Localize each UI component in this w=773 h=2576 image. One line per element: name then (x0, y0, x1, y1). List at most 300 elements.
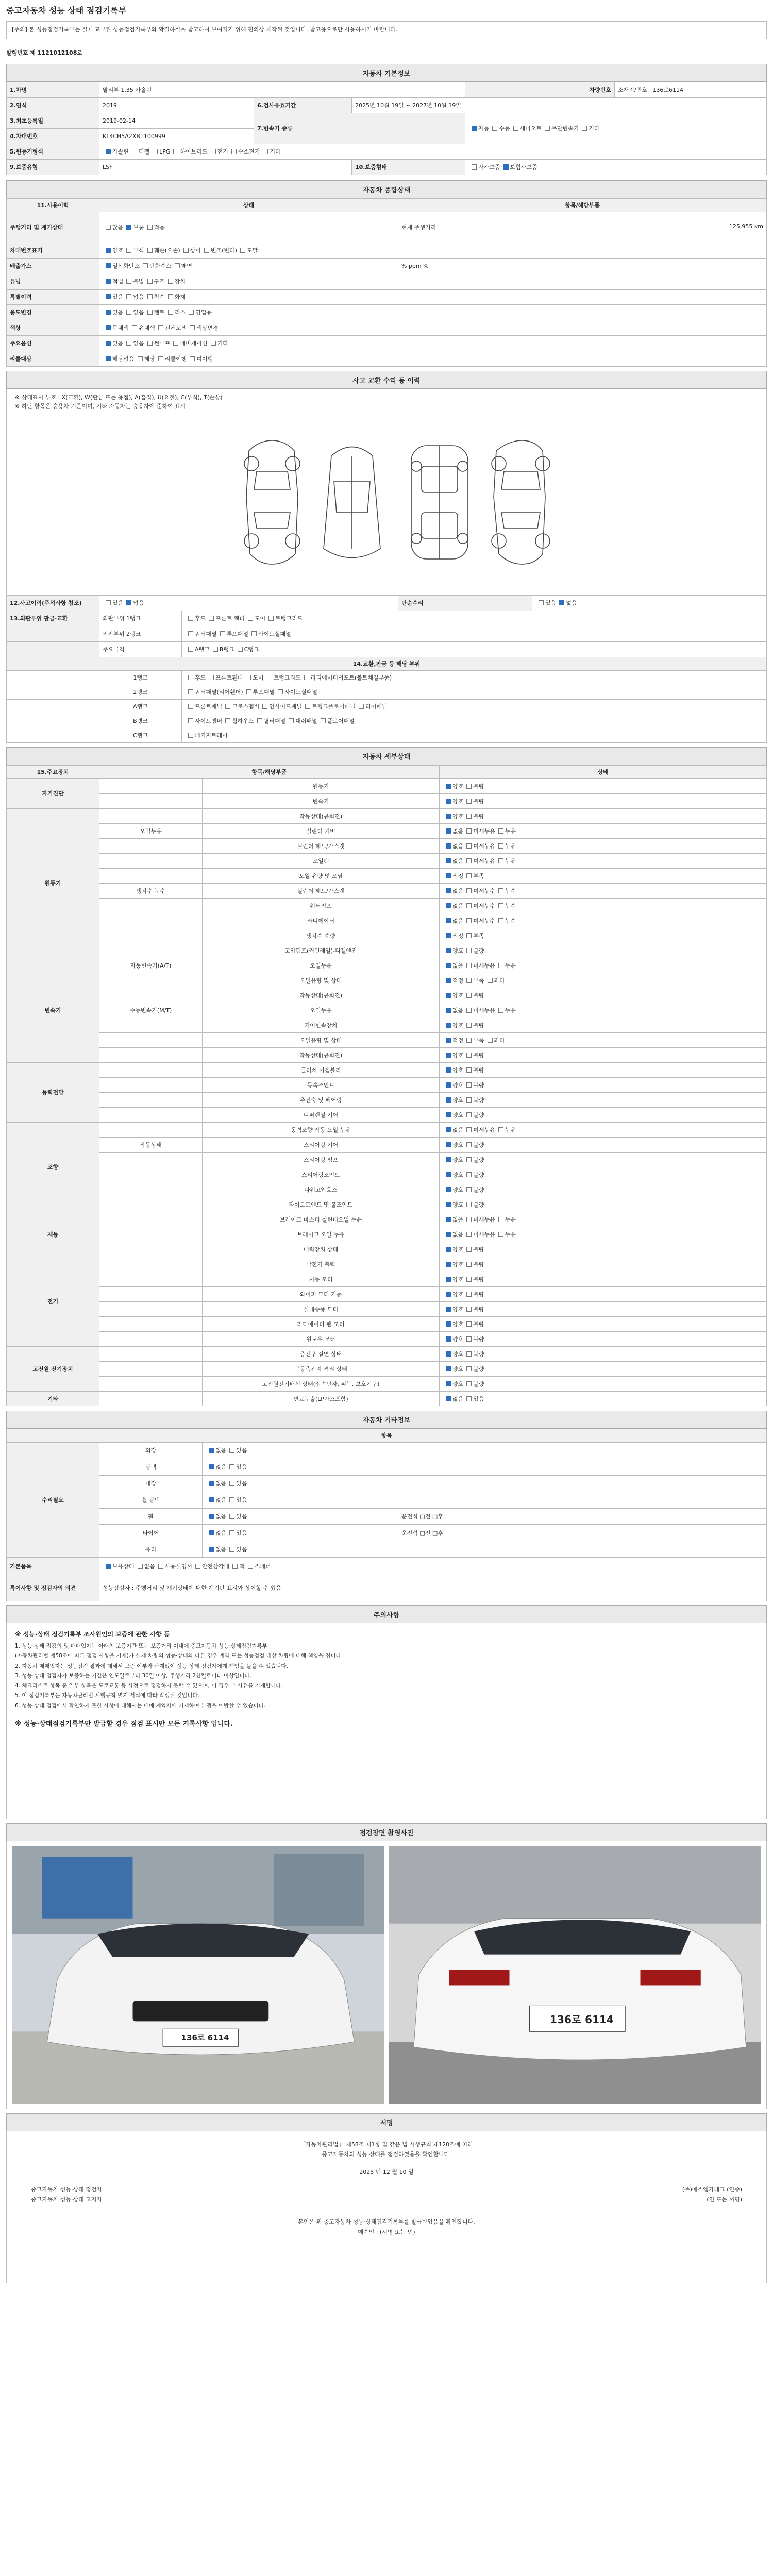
checkbox-option: 미세누유 (463, 858, 495, 865)
checkbox-icon (466, 963, 472, 968)
checkbox-icon (229, 1448, 234, 1453)
checkbox-option: 트렁크리드 (264, 674, 301, 681)
checkbox-option: 매연 (172, 263, 192, 269)
checkbox-option: 보유상태 (103, 1563, 135, 1570)
checkbox-option: 렌트 (144, 309, 165, 316)
checkbox-option: 누유 (495, 1231, 516, 1238)
checkbox-icon (498, 1232, 503, 1237)
checkbox-icon (498, 888, 503, 893)
checkbox-option: 없음 (556, 600, 577, 606)
table-row: 냉각수 수량 적정 부족 (7, 928, 767, 943)
notice-box: [주의] 본 성능점검기록부는 실제 교부된 성능점검기록부와 확결하실을 참고하여 보여지기 위해 편의상 재작된 것입니다. 참고용으로만 사용하시기 바랍니다. (6, 21, 767, 39)
checkbox-option: 불법 (123, 278, 144, 285)
checkbox-option: 없음 (443, 828, 463, 835)
checkbox-icon (229, 1464, 234, 1469)
checkbox-icon (106, 263, 111, 268)
section-basic-title: 자동차 기본정보 (6, 64, 767, 82)
checkbox-icon (466, 888, 472, 893)
checkbox-icon (446, 828, 451, 834)
checkbox-icon (466, 1381, 472, 1386)
checkbox-icon (498, 1217, 503, 1222)
checkbox-icon (503, 164, 509, 170)
checkbox-icon (498, 1127, 503, 1132)
checkbox-icon (106, 279, 111, 284)
checkbox-icon (183, 248, 189, 253)
table-row: 기타 연료누출(LP가스포함) 없음 있음 (7, 1391, 767, 1406)
checkbox-option: 적음 (144, 224, 165, 231)
checkbox-option: 사이드실패널 (275, 689, 317, 696)
checkbox-icon (188, 616, 193, 621)
checkbox-option: 불량 (463, 1082, 484, 1089)
checkbox-option: 불량 (463, 1336, 484, 1343)
checkbox-icon (126, 600, 131, 605)
checkbox-icon (446, 784, 451, 789)
checkbox-icon (126, 294, 131, 299)
table-row: 수동변속기(M/T) 오일누유 없음 미세누유 누유 (7, 1003, 767, 1018)
checkbox-icon (147, 294, 153, 299)
checkbox-option: 불량 (463, 783, 484, 790)
checkbox-icon (188, 689, 193, 694)
checkbox-icon (582, 126, 587, 131)
checkbox-icon (188, 647, 193, 652)
table-row: 와이퍼 모터 기능 양호 불량 (7, 1286, 767, 1301)
checkbox-option: 리스 (165, 309, 186, 316)
checkbox-icon (246, 689, 251, 694)
section-photo-title: 점검장면 촬영사진 (6, 1823, 767, 1841)
checkbox-option: 있음 (103, 600, 123, 606)
checkbox-icon (138, 1564, 143, 1569)
checkbox-option: A랭크 (185, 646, 210, 653)
checkbox-option: 해당없음 (103, 355, 135, 362)
checkbox-icon (466, 1292, 472, 1297)
checkbox-option: 없음 (443, 962, 463, 969)
fuel-options (99, 144, 767, 159)
checkbox-icon (488, 1038, 493, 1043)
checkbox-icon (446, 1172, 451, 1177)
checkbox-icon (466, 1082, 472, 1088)
table-row: 작동상태(공회전) 양호 불량 (7, 1047, 767, 1062)
checkbox-icon (466, 1396, 472, 1401)
checkbox-option: 양호 (443, 1187, 463, 1193)
checkbox-option: 양호 (443, 1366, 463, 1372)
checkbox-option: 있음 (535, 600, 556, 606)
checkbox-icon (466, 1321, 472, 1327)
section-damage-title: 사고 교환 수리 등 이력 (6, 371, 767, 389)
checkbox-icon (190, 325, 195, 330)
checkbox-icon (498, 828, 503, 834)
checkbox-option: 불량 (463, 1172, 484, 1178)
checkbox-option: 침수 (144, 294, 165, 300)
checkbox-option: 누유 (495, 1216, 516, 1223)
checkbox-option: 양호 (443, 1022, 463, 1029)
checkbox-icon (209, 616, 214, 621)
table-row: 배력장치 상태 양호 불량 (7, 1242, 767, 1257)
checkbox-option: 누수 (495, 918, 516, 924)
checkbox-icon (168, 279, 173, 284)
table-row: 실내송풍 모터 양호 불량 (7, 1301, 767, 1316)
checkbox-option: 디젤 (129, 148, 149, 155)
checkbox-icon (188, 631, 193, 636)
checkbox-option: 불량 (463, 1306, 484, 1313)
checkbox-icon (446, 993, 451, 998)
checkbox-option: C랭크 (234, 646, 259, 653)
checkbox-icon (545, 126, 550, 131)
table-row: 오일누유 실린더 커버 없음 미세누유 누유 (7, 823, 767, 838)
checkbox-option: 불량 (463, 1246, 484, 1253)
checkbox-icon (498, 963, 503, 968)
checkbox-icon (466, 858, 472, 863)
table-row: 제동 브레이크 마스터 실린더오일 누유 없음 미세누유 누유 (7, 1212, 767, 1227)
table-row: 고전원전기배선 상태(접속단자, 피복, 보호기구) 양호 불량 (7, 1376, 767, 1391)
checkbox-option: 없음 (443, 858, 463, 865)
table-row: 워터펌프 없음 미세누수 누수 (7, 898, 767, 913)
checkbox-icon (446, 903, 451, 908)
table-row: 윈도우 모터 양호 불량 (7, 1331, 767, 1346)
checkbox-option: 없음 (443, 918, 463, 924)
checkbox-option: 미세누수 (463, 918, 495, 924)
checkbox-option: 없음 (443, 1231, 463, 1238)
checkbox-icon (240, 248, 245, 253)
table-row: A랭크 프론트패널 크로스멤버 인사이드패널 트렁크플로어패널 리어패널 (7, 699, 767, 714)
checkbox-option: 후드 (185, 615, 206, 622)
detail-table: 15.주요장치 항목/해당부품 상태 자기진단 원동기 양호 불량 변속기 양호 불량 원동기 작동상태(공회전) 양호 불량 오일누유 실린더 커버 없음 미세누유 누유 실린더 헤드/가스켓 없음 미세누유 누유 오일팬 없음 미세누유 누유 오일 유량 및 오염 적정 부족 냉각수 누수 실린더 헤드/가스켓 없음 미세누수 누수 워터펌프 없음 미세누수 누수 라디에이터 없음 미세누수 누수 냉각수 수량 적정 부족 고압펌프(커먼레일)-디젤엔진 양호 불량 변속기 자동변속기(A/T) 오일누유 없음 미세누유 누유 오일유량 및 상태 적정 부족 과다 작동상태(공회전) 양호 불량 수동변속기(M/T) 오일누유 없음 미세누유 누유 기어변속장치 양호 불량 오일유량 및 상태 적정 부족 과다 작동상태(공회전) 양호 불량 동력전달 클러치 어셈블리 양호 불량 등속조인트 양호 불량 추진축 및 베어링 양호 불량 디퍼렌셜 기어 양호 불량 조향 동력조향 작동 오일 누유 없음 미세누유 누유 작동상태 스티어링 기어 양호 불량 스티어링 펌프 양호 불량 스티어링조인트 양호 불량 파워고압호스 양호 불량 타이로드엔드 및 볼조인트 양호 불량 제동 브레이크 마스터 실린더오일 누유 없음 미세누유 누유 브레이크 오일 누유 없음 미세누유 누유 배력장치 상태 양호 불량 전기 발전기 출력 양호 불량 시동 모터 양호 불량 와이퍼 모터 기능 양호 불량 실내송풍 모터 양호 불량 라디에이터 팬 모터 양호 불량 윈도우 모터 양호 불량 고전원 전기장치 충전구 절연 상태 양호 불량 구동축전지 격리 상태 양호 불량 고전원전기배선 상태(접속단자, 피복, 보호기구) 양호 불량 기타 연료누출(LP가스포함) 없음 있음 (6, 765, 767, 1406)
checkbox-option: 있음 (103, 340, 123, 347)
checkbox-option: 있음 (226, 1513, 247, 1520)
checkbox-option: 도어 (245, 615, 265, 622)
section-main-title: 자동차 종합상태 (6, 180, 767, 198)
checkbox-option: 없음 (206, 1546, 226, 1553)
checkbox-icon (132, 149, 137, 154)
checkbox-option: 미세누수 (463, 888, 495, 894)
checkbox-icon (204, 248, 209, 253)
checkbox-icon (446, 1351, 451, 1357)
checkbox-icon (446, 1053, 451, 1058)
checkbox-icon (278, 689, 283, 694)
checkbox-icon (211, 149, 216, 154)
table-row: 냉각수 누수 실린더 헤드/가스켓 없음 미세누수 누수 (7, 883, 767, 898)
checkbox-icon (262, 704, 267, 709)
checkbox-option: 장치 (165, 278, 186, 285)
checkbox-option: 영업용 (186, 309, 212, 316)
checkbox-icon (559, 600, 564, 605)
checkbox-option: 트렁크플로어패널 (302, 703, 356, 710)
checkbox-icon (257, 718, 262, 723)
checkbox-icon (238, 647, 243, 652)
checkbox-option: 미세누유 (463, 1231, 495, 1238)
table-row: 용도변경 있음 없음 렌트 리스 영업용 (7, 304, 767, 320)
checkbox-icon (446, 933, 451, 938)
table-row: 변속기 양호 불량 (7, 793, 767, 808)
checkbox-icon (466, 918, 472, 923)
checkbox-option: 부족 (463, 873, 484, 879)
checkbox-icon (126, 279, 131, 284)
checkbox-option: 미세누유 (463, 1127, 495, 1133)
checkbox-icon (446, 888, 451, 893)
checkbox-icon (321, 718, 326, 723)
checkbox-option: 휠하우스 (222, 718, 254, 724)
checkbox-icon (126, 248, 131, 253)
checkbox-option: 없음 (123, 309, 144, 316)
checkbox-icon (446, 1202, 451, 1207)
section-caution-title: 주의사항 (6, 1605, 767, 1623)
checkbox-icon (446, 918, 451, 923)
checkbox-option: 전기 (208, 148, 228, 155)
checkbox-option: 불량 (463, 1097, 484, 1104)
checkbox-icon (147, 225, 153, 230)
checkbox-icon (446, 814, 451, 819)
checkbox-option: 스패너 (245, 1563, 271, 1570)
table-row: 조향 동력조향 작동 오일 누유 없음 미세누유 누유 (7, 1122, 767, 1137)
checkbox-option: 일산화탄소 (103, 263, 140, 269)
checkbox-icon (209, 1464, 214, 1469)
checkbox-icon (175, 263, 180, 268)
table-row: 타이어 없음 있음 운전석 □전 □후 (7, 1524, 767, 1541)
table-row: 리콜대상 해당없음 해당 리콜이행 미이행 (7, 351, 767, 366)
checkbox-option: 누유 (495, 843, 516, 850)
checkbox-icon (158, 325, 163, 330)
checkbox-icon (147, 248, 153, 253)
checkbox-icon (106, 225, 111, 230)
checkbox-option: 무채색 (103, 325, 129, 331)
checkbox-icon (466, 1247, 472, 1252)
checkbox-icon (209, 1481, 214, 1486)
checkbox-icon (466, 1097, 472, 1103)
checkbox-icon (106, 341, 111, 346)
checkbox-icon (359, 704, 364, 709)
table-row: 실린더 헤드/가스켓 없음 미세누유 누유 (7, 838, 767, 853)
checkbox-option: 양호 (443, 1321, 463, 1328)
front-car-image (12, 1846, 384, 2104)
table-row: 파워고압호스 양호 불량 (7, 1182, 767, 1197)
checkbox-icon (498, 1008, 503, 1013)
checkbox-option: 불량 (463, 947, 484, 954)
checkbox-option: 불량 (463, 1381, 484, 1387)
checkbox-option: 불량 (463, 1366, 484, 1372)
checkbox-icon (446, 1336, 451, 1342)
checkbox-option: 없음 (123, 600, 144, 606)
checkbox-option: 후드 (185, 674, 206, 681)
checkbox-icon (466, 1008, 472, 1013)
checkbox-icon (446, 1321, 451, 1327)
checkbox-option: 기타 (208, 340, 228, 347)
checkbox-option: 없음 (443, 1007, 463, 1014)
checkbox-option: 과다 (484, 977, 505, 984)
checkbox-icon (248, 1564, 253, 1569)
main-status-table: 11.사용이력 상태 항목/해당부품 주행거리 및 계기상태 많음 보통 적음 현재 주행거리 125,955 km 차대번호표기 양호 부식 훼손(오손) 상이 변조(변타) 도말 배출가스 일산화탄소 탄화수소 매연 % ppm % 튜닝 적법 불법 구조 장치 특별이력 있음 없음 침수 화재 용도변경 있음 없음 렌트 리스 영업용 색상 무채색 유채색 전체도색 색상변경 주요옵션 있음 없음 썬루프 네비게이션 기타 리콜대상 해당없음 해당 리콜이행 미이행 (6, 198, 767, 367)
checkbox-option: 잭 (229, 1563, 245, 1570)
checkbox-option: 적정 (443, 873, 463, 879)
checkbox-icon (446, 948, 451, 953)
checkbox-option: LPG (149, 148, 170, 155)
table-row: 등속조인트 양호 불량 (7, 1077, 767, 1092)
checkbox-icon (147, 279, 153, 284)
checkbox-option: 수소전기 (228, 148, 260, 155)
checkbox-option: 네비게이션 (170, 340, 207, 347)
checkbox-option: 양호 (443, 1172, 463, 1178)
checkbox-option: 필러패널 (254, 718, 286, 724)
table-row: 13.외판부위 판금·교환 외판부위 1랭크 후드 프론트 휀더 도어 트렁크리드 (7, 611, 767, 626)
checkbox-option: 부식 (123, 247, 144, 254)
checkbox-option: 라디에이터서포트(볼트체결부품) (301, 674, 392, 681)
checkbox-icon (466, 1067, 472, 1073)
checkbox-icon (188, 733, 193, 738)
table-row: 광택 없음 있음 (7, 1459, 767, 1475)
table-row: 오일 유량 및 오염 적정 부족 (7, 868, 767, 883)
checkbox-icon (225, 718, 230, 723)
checkbox-option: 부족 (463, 1037, 484, 1044)
checkbox-icon (539, 600, 544, 605)
checkbox-icon (188, 704, 193, 709)
checkbox-icon (446, 1262, 451, 1267)
table-row: 기어변속장치 양호 불량 (7, 1018, 767, 1032)
checkbox-icon (126, 310, 131, 315)
checkbox-option: 프론트휀더 (206, 674, 243, 681)
checkbox-option: 없음 (135, 1563, 155, 1570)
checkbox-icon (446, 1247, 451, 1252)
checkbox-icon (488, 978, 493, 983)
table-row: 주요골격 A랭크 B랭크 C랭크 (7, 641, 767, 657)
checkbox-icon (466, 1277, 472, 1282)
checkbox-option: 루프패널 (243, 689, 275, 696)
signature-box: 「자동차관리법」 제58조 제1항 및 같은 법 시행규칙 제120조에 따라 중고자동차의 성능·상태를 점검하였음을 확인합니다. 2025 년 12 월 10 일 중고자동차 성능·상태 점검자 (주)에스엠카테크 (인증) 중고자동차 성능·상태 고지자 (인 또는 서명) 본인은 위 중고자동차 성능·상태점검기록부를 발급받았음을 확인합니다. 매수인 : (서명 또는 인) (6, 2131, 767, 2283)
checkbox-option: 누수 (495, 888, 516, 894)
table-row: 12.사고이력(주석사항 참조) 있음 없음 단순수리 있음 없음 (7, 595, 767, 611)
table-row: 브레이크 오일 누유 없음 미세누유 누유 (7, 1227, 767, 1242)
table-row: 1랭크 후드 프론트휀더 도어 트렁크리드 라디에이터서포트(볼트체결부품) (7, 670, 767, 685)
checkbox-icon (466, 1336, 472, 1342)
checkbox-option: 부족 (463, 977, 484, 984)
checkbox-icon (466, 903, 472, 908)
warranty-options (465, 159, 767, 175)
basic-info-table: 1.차명 말리부 1.35 가솔린 차량번호 소재지/번호 136로6114 2.연식 2019 6.검사유효기간 2025년 10월 19일 ~ 2027년 10월 19일 3.최초등록일 2019-02-14 7.변속기 종류 자동 수동 세미오토 무단변속기 기타 4.차대번호 KL4CH5A2XB1100999 5.원동기형식 가솔린 디젤 LPG 하이브리드 전기 수소전기 기타 9.보증유형 LSF 10.보증형태 자가보증 보험사보증 (6, 82, 767, 175)
table-row: 외판부위 2랭크 쿼터패널 루프패널 사이드실패널 (7, 626, 767, 641)
checkbox-option: 양호 (443, 783, 463, 790)
checkbox-icon (229, 1497, 234, 1502)
checkbox-icon (106, 294, 111, 299)
checkbox-option: 양호 (443, 1097, 463, 1104)
checkbox-icon (209, 1497, 214, 1502)
checkbox-option: 누수 (495, 903, 516, 909)
checkbox-option: 없음 (443, 903, 463, 909)
checkbox-option: 양호 (443, 1067, 463, 1074)
checkbox-option: 해당 (135, 355, 155, 362)
checkbox-icon (466, 1157, 472, 1162)
table-row: 2랭크 쿼터패널(리어휀더) 루프패널 사이드실패널 (7, 685, 767, 699)
checkbox-icon (466, 1172, 472, 1177)
table-row: 휠 광택 없음 있음 (7, 1492, 767, 1508)
checkbox-option: 화재 (165, 294, 186, 300)
checkbox-icon (446, 1381, 451, 1386)
checkbox-option: 없음 (206, 1480, 226, 1487)
checkbox-icon (132, 325, 137, 330)
checkbox-option: 불량 (463, 1157, 484, 1163)
checkbox-option: 하이브리드 (170, 148, 207, 155)
checkbox-icon (229, 1514, 234, 1519)
table-row: 작동상태(공회전) 양호 불량 (7, 988, 767, 1003)
table-row: 튜닝 적법 불법 구조 장치 (7, 274, 767, 289)
checkbox-icon (106, 248, 111, 253)
checkbox-icon (147, 310, 153, 315)
checkbox-icon (190, 356, 195, 361)
table-row: 스티어링조인트 양호 불량 (7, 1167, 767, 1182)
checkbox-option: 트렁크리드 (265, 615, 303, 622)
checkbox-option: 불량 (463, 1052, 484, 1059)
table-row: 구동축전지 격리 상태 양호 불량 (7, 1361, 767, 1376)
checkbox-option: 리어패널 (356, 703, 388, 710)
checkbox-icon (466, 1366, 472, 1371)
checkbox-icon (251, 631, 257, 636)
caution-box: ※ 성능·상태 점검기록부 조사원인의 보증에 관한 사항 등 1. 성능·상태 점검의 및 매매업자는 아래의 보증기간 또는 보증거리 이내에 중고자동차 성능·상태점검기록부 (자동차관리법 제58조에 따른 점검 사항을 기재)가 실제 차량의 성능·상태와 다른 경우 계약 또는 성능점검 대상 차량에 대해 책임을 집니다. 2. 자동차 매매업자는 성능점검 결과에 대해서 보증 여부와 관계없이 성능·상태 점검자에게 책임을 물을 수 있습니다. 3. 성능·상태 점검자가 보증하는 기간은 인도일로부터 30일 이상, 주행거리 2천킬로미터 이상입니다. 4. 체크리스트 항목 중 일부 항목은 도로교통 등 사정으로 점검하지 못할 수 있으며, 이 경우 그 사유를 기재합니다. 5. 이 점검기록부는 자동차관리법 시행규칙 별지 서식에 따라 작성된 것입니다. 6. 성능·상태 점검에서 확인하지 못한 사항에 대해서는 매매 계약서에 기재하여 분쟁을 예방할 수 있습니다. ※ 성능·상태점검기록부만 발급할 경우 점검 표시만 모든 기록사항 입니다. (6, 1623, 767, 1819)
table-row: 원동기 작동상태(공회전) 양호 불량 (7, 808, 767, 823)
checkbox-option: 자가보증 (468, 164, 500, 171)
checkbox-icon (446, 1127, 451, 1132)
checkbox-icon (466, 1232, 472, 1237)
checkbox-icon (106, 149, 111, 154)
checkbox-option: 미세누유 (463, 1216, 495, 1223)
checkbox-option: 미세누유 (463, 1007, 495, 1014)
rear-plate: 136로 6114 (550, 2013, 614, 2026)
checkbox-option: 대쉬패널 (285, 718, 317, 724)
table-row: 수리필요 외장 없음 있음 (7, 1442, 767, 1459)
checkbox-icon (229, 1481, 234, 1486)
table-row: 오일유량 및 상태 적정 부족 과다 (7, 1032, 767, 1047)
checkbox-option: 썬루프 (144, 340, 171, 347)
checkbox-option: 적정 (443, 1037, 463, 1044)
table-row: 휠 없음 있음 운전석 □전 □후 (7, 1508, 767, 1524)
checkbox-option: 리콜이행 (155, 355, 187, 362)
checkbox-icon (446, 1067, 451, 1073)
checkbox-icon (188, 718, 193, 723)
checkbox-icon (173, 341, 178, 346)
checkbox-option: 기타 (260, 148, 280, 155)
checkbox-icon (153, 149, 158, 154)
checkbox-option: 없음 (206, 1530, 226, 1536)
checkbox-option: 사이드멤버 (185, 718, 222, 724)
checkbox-option: 누유 (495, 962, 516, 969)
checkbox-option: 부족 (463, 933, 484, 939)
checkbox-icon (209, 1530, 214, 1535)
checkbox-icon (195, 1564, 200, 1569)
checkbox-icon (446, 1023, 451, 1028)
checkbox-option: 없음 (443, 843, 463, 850)
section-detail-title: 자동차 세부상태 (6, 747, 767, 765)
checkbox-icon (229, 1530, 234, 1535)
checkbox-icon (466, 1142, 472, 1147)
checkbox-option: B랭크 (210, 646, 234, 653)
table-row: 색상 무채색 유채색 전체도색 색상변경 (7, 320, 767, 335)
checkbox-icon (446, 978, 451, 983)
checkbox-option: 적정 (443, 933, 463, 939)
section-sign-title: 서명 (6, 2113, 767, 2131)
checkbox-icon (498, 858, 503, 863)
checkbox-icon (246, 675, 251, 680)
checkbox-icon (225, 704, 230, 709)
checkbox-option: 양호 (443, 1157, 463, 1163)
checkbox-icon (211, 341, 216, 346)
checkbox-option: 색상변경 (187, 325, 219, 331)
checkbox-option: 누유 (495, 858, 516, 865)
table-row: 시동 모터 양호 불량 (7, 1272, 767, 1286)
checkbox-icon (138, 356, 143, 361)
checkbox-option: 기타 (579, 125, 599, 132)
checkbox-icon (466, 814, 472, 819)
checkbox-icon (466, 1187, 472, 1192)
checkbox-icon (446, 1292, 451, 1297)
checkbox-option: 적정 (443, 977, 463, 984)
checkbox-option: 불량 (463, 1142, 484, 1148)
checkbox-option: 양호 (443, 1142, 463, 1148)
checkbox-icon (231, 149, 237, 154)
